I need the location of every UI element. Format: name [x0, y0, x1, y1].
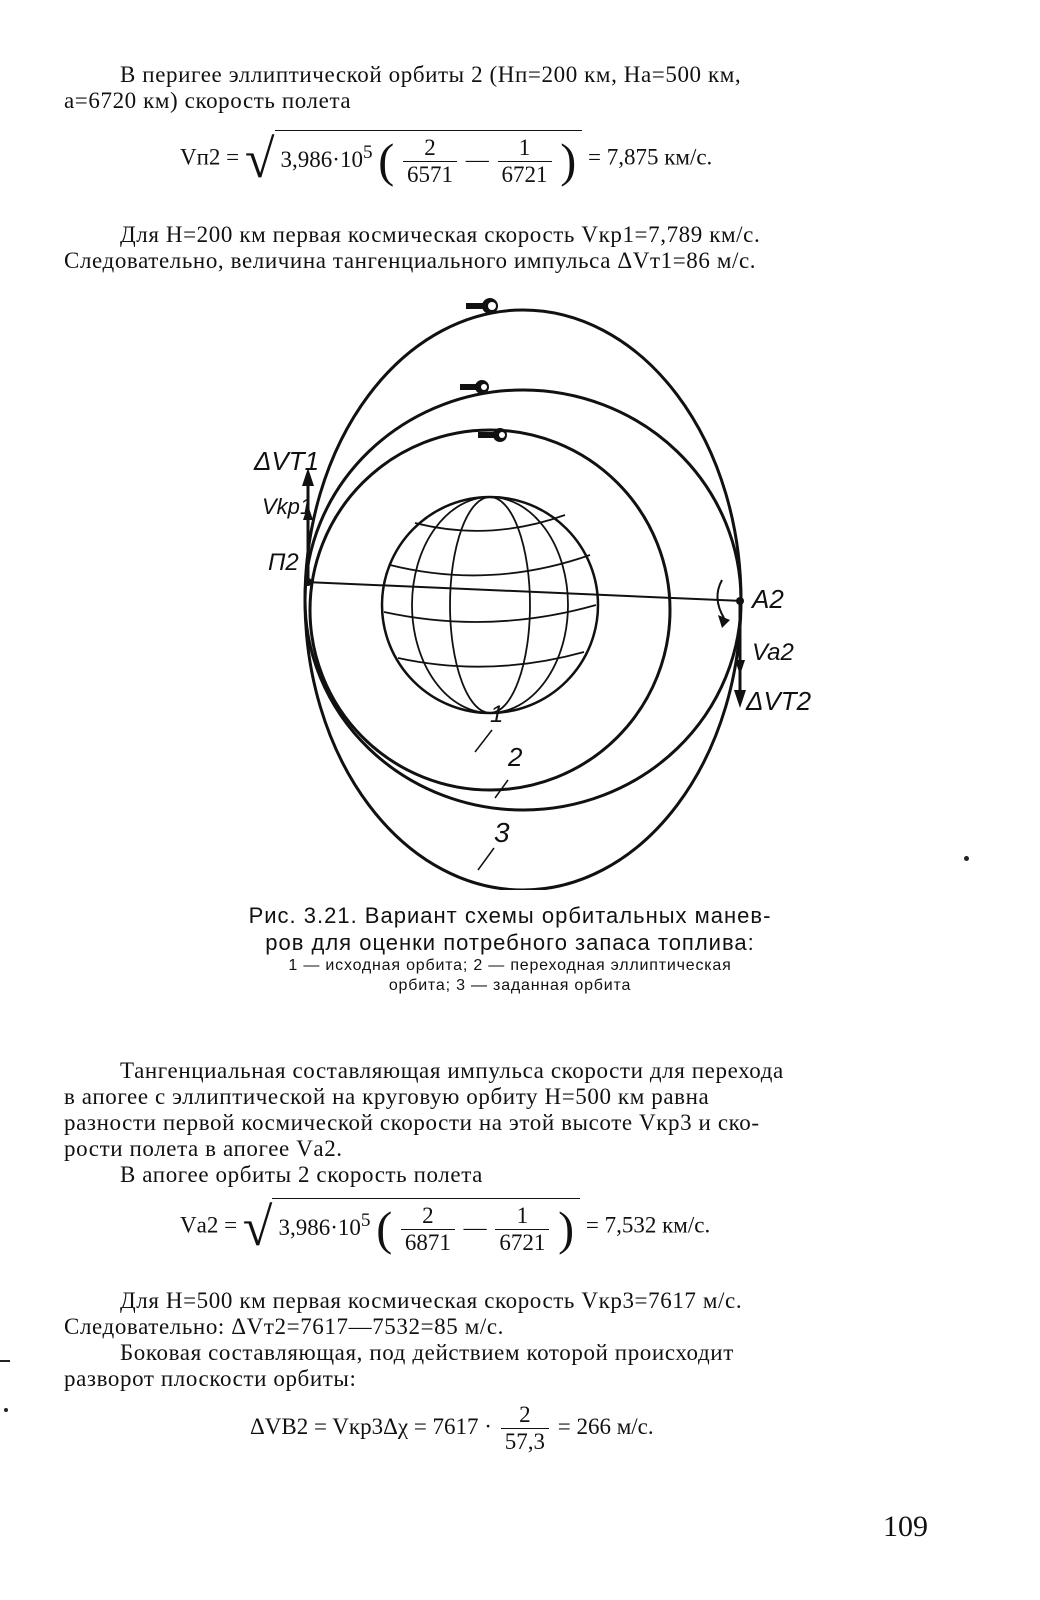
fraction [495, 1203, 549, 1256]
minus-sign: — [465, 146, 489, 172]
text-line: Следовательно, величина тангенциального импульса ΔVт1=86 м/с. [64, 248, 757, 273]
left-paren: ( [378, 134, 395, 188]
label-p2: П2 [268, 549, 299, 576]
formula-lhs: ΔVB2 = Vкр3Δχ = 7617 · [250, 1413, 492, 1439]
denominator: 6721 [501, 162, 548, 187]
numerator: 1 [495, 1203, 549, 1230]
formula-rhs: = 7,875 км/с. [588, 144, 713, 170]
denominator: 6721 [499, 1230, 546, 1255]
orbit-2 [305, 390, 741, 810]
denominator: 57,3 [504, 1429, 545, 1454]
spacecraft-icon [466, 298, 498, 314]
apogee-point [736, 597, 744, 605]
paragraph-first-cosmic [64, 222, 928, 274]
formula-rhs: = 266 м/с. [557, 1413, 654, 1439]
formula-vp2 [180, 130, 712, 188]
text-line: В апогее орбиты 2 скорость полета [120, 1162, 483, 1187]
coefficient: 3,986·10 [280, 146, 363, 172]
label-a2: A2 [752, 584, 784, 614]
page-number: 109 [883, 1510, 928, 1543]
sqrt-expression [243, 1198, 580, 1256]
sqrt-expression [245, 130, 582, 188]
text-line: a=6720 км) скорость полета [64, 88, 352, 113]
label-orbit-1: 1 [490, 701, 504, 728]
text-line: Следовательно: ΔVт2=7617—7532=85 м/с. [64, 1314, 505, 1339]
coefficient: 3,986·10 [278, 1214, 361, 1240]
label-orbit-2: 2 [508, 742, 523, 772]
exponent: 5 [362, 142, 373, 164]
fraction [403, 135, 457, 188]
text-line: разворот плоскости орбиты: [64, 1366, 357, 1391]
formula-lhs: Vа2 = [180, 1212, 238, 1238]
arrowhead-down [734, 690, 746, 708]
leader-line-1 [475, 730, 492, 752]
radicand [275, 130, 583, 188]
text-line: Для H=200 км первая космическая скорость Vкр1=7,789 км/с. [120, 222, 761, 247]
spacecraft-icon [460, 380, 489, 394]
denominator: 6571 [407, 162, 454, 187]
paragraph-apogee [64, 1058, 928, 1188]
scan-speck [4, 1408, 8, 1412]
label-delta-vt2: ΔVT2 [746, 686, 812, 716]
text-line: В перигее эллиптической орбиты 2 (Hп=200 км, Hа=500 км, [120, 62, 742, 87]
left-paren: ( [376, 1202, 393, 1256]
paragraph-perigee [64, 62, 928, 114]
formula-va2 [180, 1198, 710, 1256]
earth-globe [382, 497, 598, 713]
sqrt-symbol: √ [244, 129, 275, 189]
text-line: Для H=500 км первая космическая скорость Vкр3=7617 м/с. [120, 1288, 743, 1313]
numerator: 1 [498, 135, 552, 162]
text-line: разности первой космической скорости на этой высоте Vкр3 и ско- [64, 1110, 760, 1135]
sqrt-symbol: √ [242, 1197, 273, 1257]
formula-dvb2 [250, 1402, 654, 1455]
fraction [501, 1402, 549, 1455]
numerator: 2 [501, 1402, 549, 1429]
formula-rhs: = 7,532 км/с. [585, 1212, 711, 1238]
numerator: 2 [401, 1203, 455, 1230]
fraction [498, 135, 552, 188]
label-vkp1: Vkp1 [262, 494, 313, 519]
scan-speck [0, 1360, 10, 1362]
leader-line-3 [478, 848, 494, 870]
caption-legend-line: орбита; 3 — заданная орбита [388, 977, 632, 994]
text-line: Тангенциальная составляющая импульса скорости для перехода [120, 1058, 784, 1083]
numerator: 2 [403, 135, 457, 162]
label-va2: Va2 [752, 639, 794, 666]
figure-caption [190, 902, 830, 996]
perigee-point [304, 578, 312, 586]
scan-speck [964, 856, 969, 861]
caption-title-line: Рис. 3.21. Вариант схемы орбитальных манев- [248, 903, 772, 928]
orbit-3 [305, 310, 741, 890]
caption-title-line: ров для оценки потребного запаса топлива: [265, 930, 755, 955]
formula-lhs: Vп2 = [180, 144, 240, 170]
orbit-1 [310, 430, 670, 790]
text-line: Боковая составляющая, под действием которой происходит [120, 1340, 734, 1365]
caption-legend-line: 1 — исходная орбита; 2 — переходная эллиптическая [288, 957, 732, 974]
turn-arc-a2 [717, 580, 724, 618]
label-orbit-3: 3 [494, 817, 510, 848]
right-paren: ) [560, 134, 577, 188]
text-line: в апогее с эллиптической на круговую орбиту H=500 км равна [64, 1084, 710, 1109]
fraction [401, 1203, 455, 1256]
label-delta-vt1: ΔVT1 [254, 446, 320, 476]
paragraph-second-impulse [64, 1288, 928, 1392]
right-paren: ) [558, 1202, 575, 1256]
radicand [272, 1198, 580, 1256]
denominator: 6871 [404, 1230, 451, 1255]
text-line: рости полета в апогее Vа2. [64, 1136, 343, 1161]
orbit-diagram [140, 290, 900, 890]
apsidal-line [305, 582, 743, 601]
minus-sign: — [463, 1214, 487, 1240]
exponent: 5 [360, 1210, 371, 1232]
